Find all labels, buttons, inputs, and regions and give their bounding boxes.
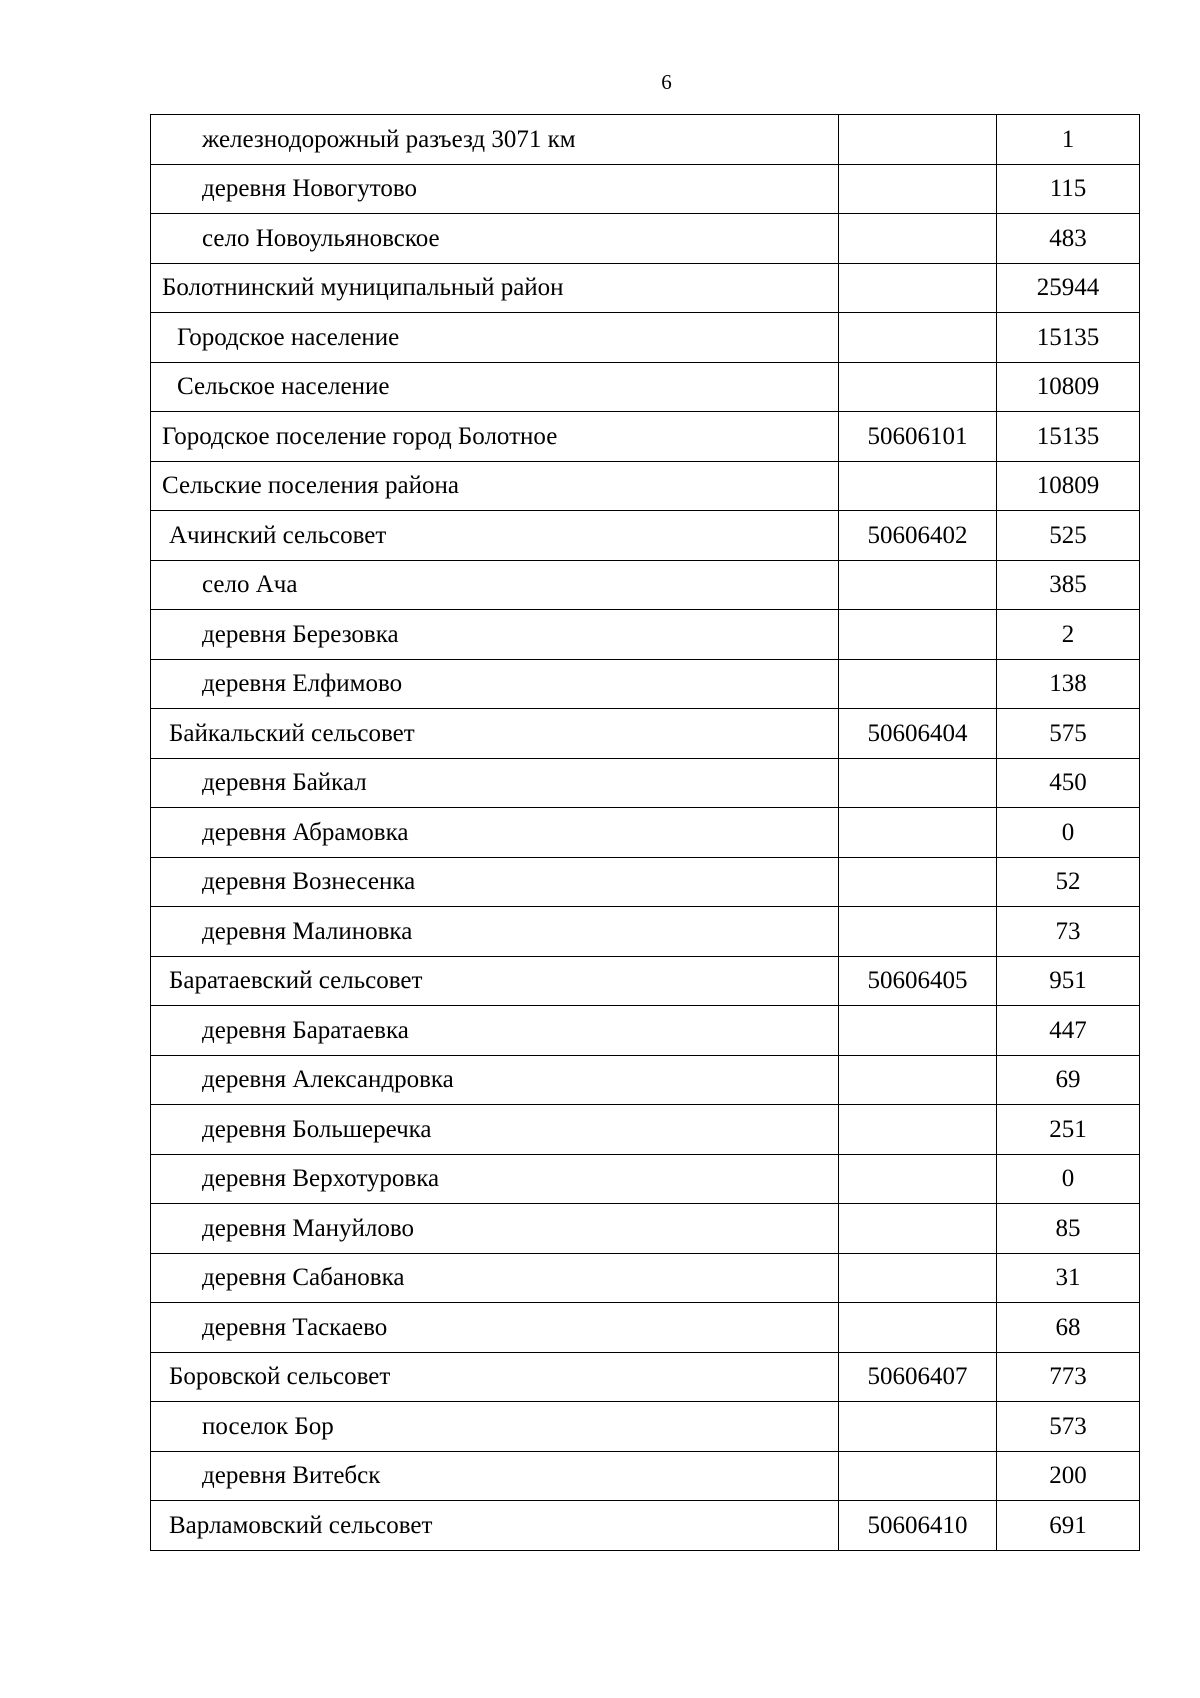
population-cell: 575: [997, 709, 1140, 759]
oktmo-code-cell: [839, 1451, 997, 1501]
population-cell: 251: [997, 1105, 1140, 1155]
population-cell: 0: [997, 1154, 1140, 1204]
table-row: [151, 1006, 1140, 1056]
settlement-name-cell: деревня Елфимово: [151, 659, 839, 709]
oktmo-code-cell: 50606404: [839, 709, 997, 759]
oktmo-code-cell: 50606402: [839, 511, 997, 561]
table-row: [151, 1303, 1140, 1353]
population-cell: 1: [997, 115, 1140, 165]
oktmo-code-cell: [839, 1105, 997, 1155]
table-row: [151, 610, 1140, 660]
population-cell: 25944: [997, 263, 1140, 313]
table-row: [151, 1402, 1140, 1452]
population-cell: 15135: [997, 313, 1140, 363]
settlement-name-cell: Варламовский сельсовет: [151, 1501, 839, 1551]
population-cell: 52: [997, 857, 1140, 907]
settlement-name-cell: деревня Таскаево: [151, 1303, 839, 1353]
population-cell: 2: [997, 610, 1140, 660]
table-row: [151, 758, 1140, 808]
population-cell: 951: [997, 956, 1140, 1006]
oktmo-code-cell: [839, 857, 997, 907]
oktmo-code-cell: [839, 1055, 997, 1105]
population-cell: 525: [997, 511, 1140, 561]
population-cell: 68: [997, 1303, 1140, 1353]
table-row: [151, 709, 1140, 759]
table-row: [151, 907, 1140, 957]
oktmo-code-cell: [839, 610, 997, 660]
table-row: [151, 214, 1140, 264]
table-row: [151, 1352, 1140, 1402]
oktmo-code-cell: [839, 1303, 997, 1353]
settlement-name-cell: деревня Сабановка: [151, 1253, 839, 1303]
table-row: [151, 1204, 1140, 1254]
table-row: [151, 1501, 1140, 1551]
population-cell: 691: [997, 1501, 1140, 1551]
population-cell: 73: [997, 907, 1140, 957]
settlement-name-cell: Городское население: [151, 313, 839, 363]
table-row: [151, 857, 1140, 907]
page-number: 6: [661, 70, 672, 94]
population-cell: 69: [997, 1055, 1140, 1105]
population-table: [150, 114, 1140, 1551]
population-cell: 200: [997, 1451, 1140, 1501]
settlement-name-cell: деревня Баратаевка: [151, 1006, 839, 1056]
settlement-name-cell: железнодорожный разъезд 3071 км: [151, 115, 839, 165]
oktmo-code-cell: [839, 362, 997, 412]
settlement-name-cell: село Новоульяновское: [151, 214, 839, 264]
oktmo-code-cell: [839, 1402, 997, 1452]
oktmo-code-cell: [839, 214, 997, 264]
population-cell: 385: [997, 560, 1140, 610]
oktmo-code-cell: [839, 907, 997, 957]
settlement-name-cell: деревня Новогутово: [151, 164, 839, 214]
settlement-name-cell: деревня Большеречка: [151, 1105, 839, 1155]
population-cell: 31: [997, 1253, 1140, 1303]
settlement-name-cell: поселок Бор: [151, 1402, 839, 1452]
oktmo-code-cell: [839, 758, 997, 808]
population-cell: 138: [997, 659, 1140, 709]
table-row: [151, 115, 1140, 165]
table-row: [151, 560, 1140, 610]
table-row: [151, 263, 1140, 313]
population-cell: 483: [997, 214, 1140, 264]
oktmo-code-cell: 50606410: [839, 1501, 997, 1551]
settlement-name-cell: Сельское население: [151, 362, 839, 412]
settlement-name-cell: Сельские поселения района: [151, 461, 839, 511]
population-cell: 115: [997, 164, 1140, 214]
population-cell: 573: [997, 1402, 1140, 1452]
oktmo-code-cell: [839, 560, 997, 610]
oktmo-code-cell: [839, 461, 997, 511]
population-cell: 85: [997, 1204, 1140, 1254]
oktmo-code-cell: 50606101: [839, 412, 997, 462]
settlement-name-cell: деревня Мануйлово: [151, 1204, 839, 1254]
population-cell: 0: [997, 808, 1140, 858]
table-row: [151, 313, 1140, 363]
table-row: [151, 164, 1140, 214]
oktmo-code-cell: [839, 1154, 997, 1204]
table-row: [151, 511, 1140, 561]
oktmo-code-cell: 50606407: [839, 1352, 997, 1402]
oktmo-code-cell: [839, 1253, 997, 1303]
settlement-name-cell: деревня Малиновка: [151, 907, 839, 957]
settlement-name-cell: деревня Березовка: [151, 610, 839, 660]
table-row: [151, 412, 1140, 462]
oktmo-code-cell: [839, 263, 997, 313]
population-cell: 450: [997, 758, 1140, 808]
table-row: [151, 461, 1140, 511]
oktmo-code-cell: [839, 313, 997, 363]
table-row: [151, 1451, 1140, 1501]
table-row: [151, 659, 1140, 709]
table-row: [151, 1105, 1140, 1155]
table-row: [151, 1055, 1140, 1105]
settlement-name-cell: деревня Верхотуровка: [151, 1154, 839, 1204]
settlement-name-cell: деревня Витебск: [151, 1451, 839, 1501]
settlement-name-cell: Ачинский сельсовет: [151, 511, 839, 561]
population-cell: 447: [997, 1006, 1140, 1056]
oktmo-code-cell: [839, 115, 997, 165]
settlement-name-cell: село Ача: [151, 560, 839, 610]
population-cell: 15135: [997, 412, 1140, 462]
settlement-name-cell: Болотнинский муниципальный район: [151, 263, 839, 313]
settlement-name-cell: деревня Вознесенка: [151, 857, 839, 907]
oktmo-code-cell: [839, 164, 997, 214]
oktmo-code-cell: [839, 1006, 997, 1056]
table-row: [151, 1154, 1140, 1204]
oktmo-code-cell: [839, 808, 997, 858]
settlement-name-cell: Городское поселение город Болотное: [151, 412, 839, 462]
oktmo-code-cell: 50606405: [839, 956, 997, 1006]
population-cell: 773: [997, 1352, 1140, 1402]
oktmo-code-cell: [839, 1204, 997, 1254]
settlement-name-cell: Боровской сельсовет: [151, 1352, 839, 1402]
population-cell: 10809: [997, 461, 1140, 511]
settlement-name-cell: деревня Абрамовка: [151, 808, 839, 858]
oktmo-code-cell: [839, 659, 997, 709]
table-row: [151, 808, 1140, 858]
population-cell: 10809: [997, 362, 1140, 412]
settlement-name-cell: деревня Байкал: [151, 758, 839, 808]
settlement-name-cell: деревня Александровка: [151, 1055, 839, 1105]
settlement-name-cell: Байкальский сельсовет: [151, 709, 839, 759]
settlement-name-cell: Баратаевский сельсовет: [151, 956, 839, 1006]
table-row: [151, 362, 1140, 412]
population-table-body: [151, 115, 1140, 1551]
table-row: [151, 956, 1140, 1006]
table-row: [151, 1253, 1140, 1303]
